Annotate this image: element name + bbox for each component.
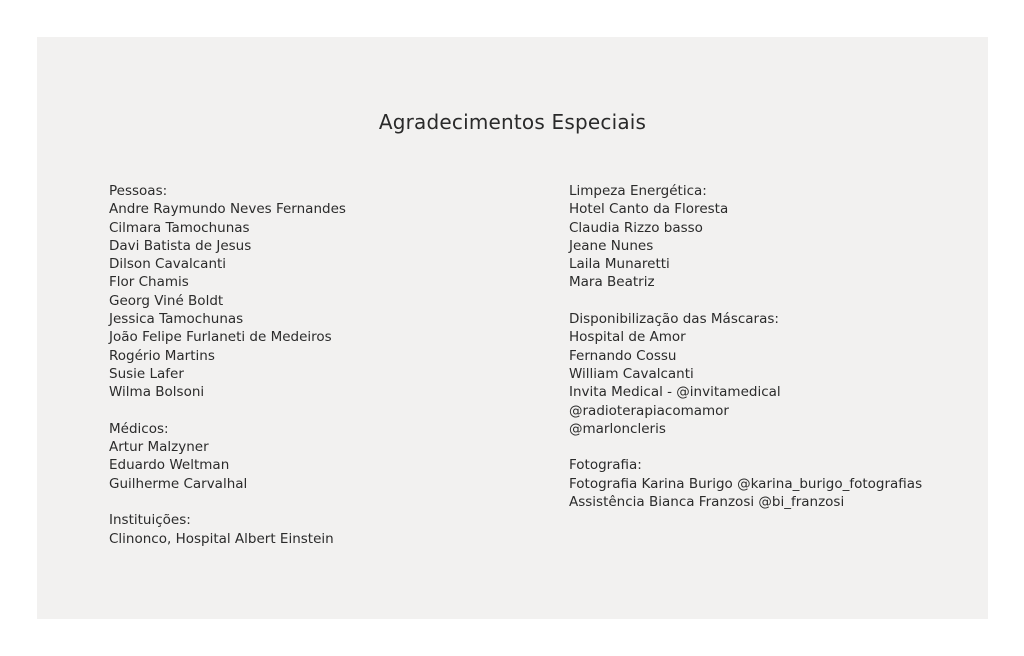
right-column [569,182,969,530]
list-item: Wilma Bolsoni [109,384,205,401]
list-item: Andre Raymundo Neves Fernandes [109,201,346,218]
list-item: Assistência Bianca Franzosi @bi_franzosi [569,494,845,511]
list-item: Fotografia Karina Burigo @karina_burigo_fotografias [569,475,923,492]
list-item: Mara Beatriz [569,274,655,291]
section-heading: Instituições: [109,512,191,529]
section-fotografia [569,456,969,511]
section-limpeza-energetica [569,182,969,292]
section-heading: Limpeza Energética: [569,183,707,199]
page-title: Agradecimentos Especiais [378,110,647,134]
section-heading: Fotografia: [569,457,642,474]
list-item: Laila Munaretti [569,256,670,273]
list-item: William Cavalcanti [569,365,694,382]
list-item: Guilherme Carvalhal [109,475,248,492]
document-page [37,37,988,619]
list-item: Davi Batista de Jesus [109,237,252,254]
list-item: Rogério Martins [109,347,215,364]
list-item: Jessica Tamochunas [109,311,244,328]
list-item: Artur Malzyner [109,439,209,456]
list-item: Flor Chamis [109,274,189,291]
list-item: @marloncleris [569,420,666,437]
list-item: Invita Medical - @invitamedical [569,384,781,401]
list-item: João Felipe Furlaneti de Medeiros [109,329,332,346]
section-heading: Disponibilização das Máscaras: [569,311,779,328]
list-item: Georg Viné Boldt [109,292,224,309]
section-heading: Médicos: [109,420,169,437]
list-item: Hotel Canto da Floresta [569,201,729,218]
section-instituicoes [109,511,529,548]
list-item: Hospital de Amor [569,329,686,346]
list-item: Susie Lafer [109,365,184,382]
list-item: Clinonco, Hospital Albert Einstein [109,530,334,547]
list-item: Claudia Rizzo basso [569,219,703,236]
section-pessoas [109,182,529,402]
section-medicos [109,420,529,493]
left-column [109,182,529,566]
list-item: Jeane Nunes [569,237,654,254]
section-mascaras [569,310,969,438]
list-item: Dilson Cavalcanti [109,256,227,273]
list-item: Fernando Cossu [569,347,677,364]
list-item: @radioterapiacomamor [569,402,729,419]
list-item: Eduardo Weltman [109,457,230,474]
section-heading: Pessoas: [109,183,168,199]
list-item: Cilmara Tamochunas [109,219,250,236]
